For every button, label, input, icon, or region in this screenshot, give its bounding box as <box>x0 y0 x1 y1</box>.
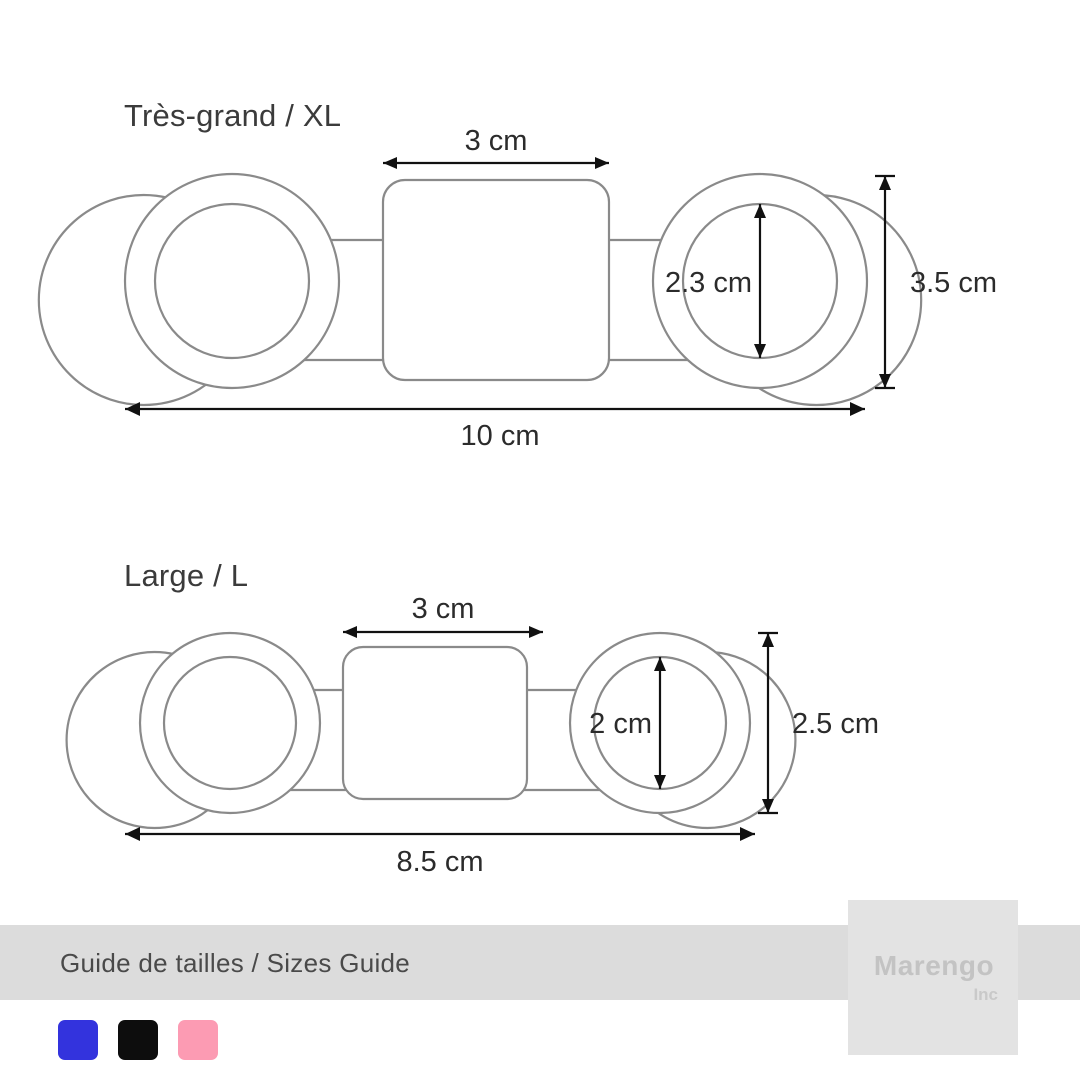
dimension-height-xl-label: 3.5 cm <box>910 267 998 299</box>
size-title-l: Large / L <box>124 558 249 593</box>
product-outline-xl <box>39 174 921 405</box>
dimension-length-xl <box>125 402 865 452</box>
dimension-center-width-l-label: 3 cm <box>411 593 475 625</box>
brand-suffix: Inc <box>973 985 998 1004</box>
product-outline-l <box>67 633 796 828</box>
diagram-xl <box>100 125 998 460</box>
color-swatch-blue[interactable] <box>58 1020 98 1060</box>
dimension-center-width-xl <box>383 125 609 169</box>
color-swatch-pink[interactable] <box>178 1020 218 1060</box>
dimension-ring-diameter-xl-label: 2.3 cm <box>664 267 752 299</box>
dimension-length-xl-label: 10 cm <box>460 420 540 452</box>
dimension-length-l <box>125 827 755 878</box>
size-title-xl: Très-grand / XL <box>124 98 342 133</box>
diagram-l <box>100 593 920 895</box>
dimension-ring-diameter-l-label: 2 cm <box>589 708 652 740</box>
dimension-length-l-label: 8.5 cm <box>396 846 484 878</box>
footer-caption: Guide de tailles / Sizes Guide <box>60 948 411 978</box>
brand-name: Marengo <box>873 950 995 981</box>
color-swatches <box>58 1020 218 1060</box>
dimension-center-width-xl-label: 3 cm <box>464 125 528 157</box>
color-swatch-black[interactable] <box>118 1020 158 1060</box>
dimension-height-l-label: 2.5 cm <box>792 708 880 740</box>
dimension-center-width-l <box>343 593 543 638</box>
